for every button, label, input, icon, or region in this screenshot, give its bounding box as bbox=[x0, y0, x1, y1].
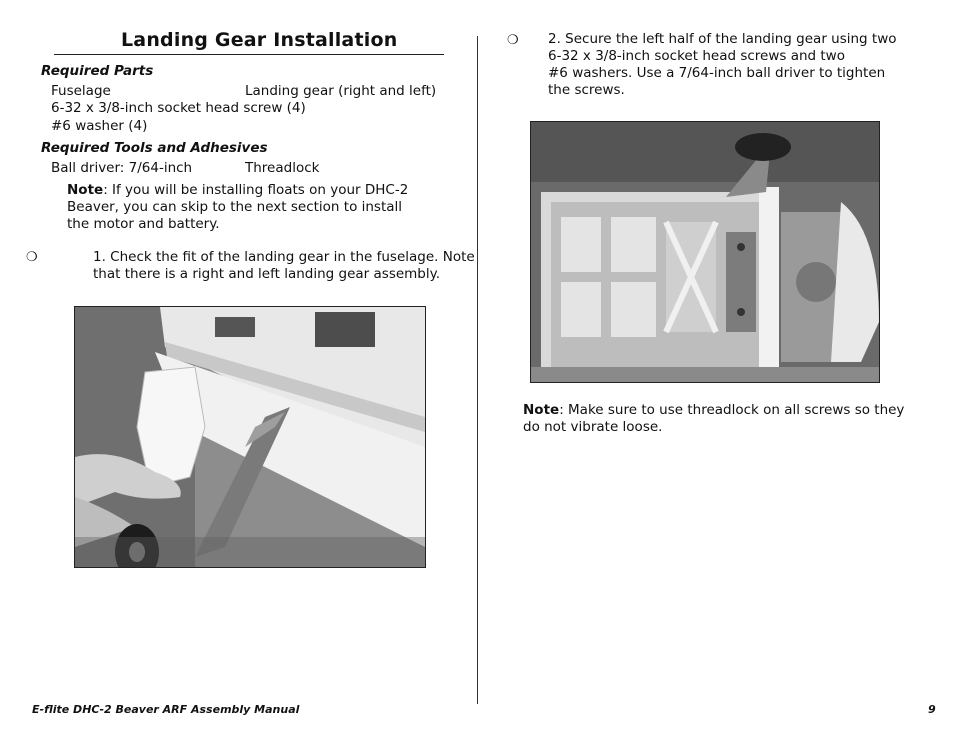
required-tools-heading: Required Tools and Adhesives bbox=[41, 140, 268, 156]
tools-item-threadlock: Threadlock bbox=[245, 160, 320, 176]
note-threadlock: Note: Make sure to use threadlock on all screws so they do not vibrate loose. bbox=[523, 402, 905, 435]
required-parts-heading: Required Parts bbox=[41, 63, 154, 79]
note-label: Note bbox=[67, 182, 104, 198]
parts-item-screws: 6-32 x 3/8-inch socket head screw (4) bbox=[51, 100, 306, 116]
footer-manual-title: E-flite DHC-2 Beaver ARF Assembly Manual bbox=[32, 703, 300, 716]
title-underline bbox=[54, 54, 444, 55]
step1-text: 1. Check the fit of the landing gear in the fuselage. Note that there is a right and left landing gear assembly. bbox=[93, 249, 475, 282]
landing-gear-secured-photo bbox=[530, 121, 880, 383]
footer-page-number: 9 bbox=[928, 703, 936, 716]
tools-item-ball-driver: Ball driver: 7/64-inch bbox=[51, 160, 193, 176]
note-floats: Note: If you will be installing floats on your DHC-2 Beaver, you can skip to the next section to install the motor and battery. bbox=[67, 182, 409, 232]
step2-text: 2. Secure the left half of the landing gear using two 6-32 x 3/8-inch socket head screws and two #6 washers. Use a 7/64-inch ball driver to tighten the screws. bbox=[548, 31, 897, 98]
note-label: Note bbox=[523, 402, 560, 418]
step1-checkbox[interactable]: ❍ bbox=[26, 250, 38, 265]
parts-item-fuselage: Fuselage bbox=[51, 83, 111, 99]
landing-gear-fit-photo bbox=[74, 306, 426, 568]
column-divider bbox=[477, 36, 478, 704]
page-title: Landing Gear Installation bbox=[121, 29, 398, 51]
step2-checkbox[interactable]: ❍ bbox=[507, 33, 519, 48]
parts-item-landing-gear: Landing gear (right and left) bbox=[245, 83, 437, 99]
parts-item-washers: #6 washer (4) bbox=[51, 118, 148, 134]
